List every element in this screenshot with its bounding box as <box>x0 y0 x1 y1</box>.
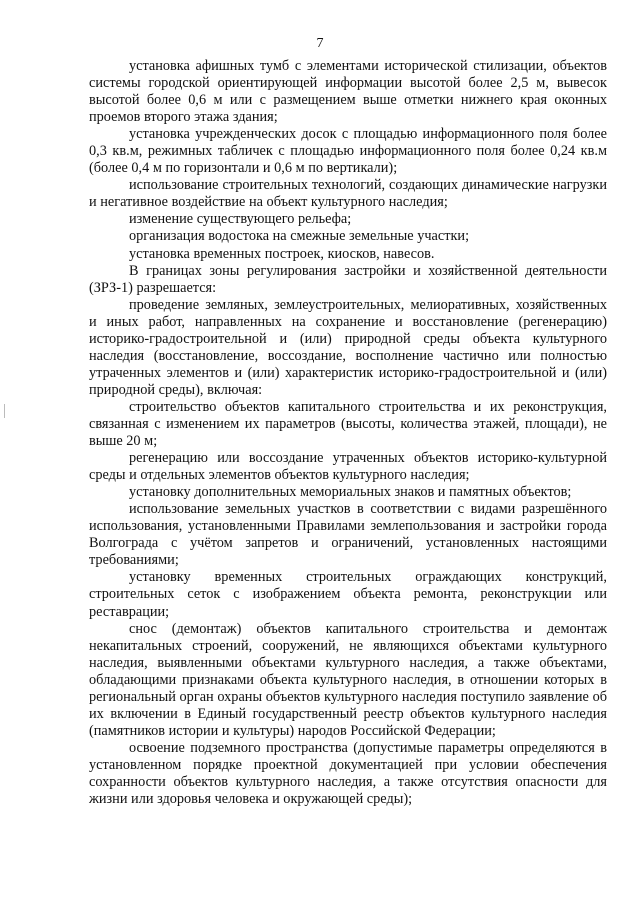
paragraph: использование строительных технологий, создающих динамические нагрузки и негативное воздействие на объект культурного наследия; <box>89 177 607 211</box>
paragraph: проведение земляных, землеустроительных, мелиоративных, хозяйственных и иных работ, направленных на сохранение и восстановление (регенерацию) историко-градостроительной и (или) природной среды объекта культурного наследия (восстановление, воссоздание, восполнение частично или полностью утраченных элементов и (или) характеристик историко-градостроительной и (или) природной среды), включая: <box>89 296 607 398</box>
page-number: 7 <box>316 36 324 51</box>
paragraph: освоение подземного пространства (допустимые параметры определяются в установленном порядке проектной документацией при условии обеспечения сохранности объектов культурного наследия, а также отсутствия опасности для жизни или здоровья человека и окружающей среды); <box>89 739 607 808</box>
paragraph: снос (демонтаж) объектов капитального строительства и демонтаж некапитальных строений, сооружений, не являющихся объектами культурного наследия, выявленными объектами культурного наследия, а также объектами, обладающими признаками объекта культурного наследия, в отношении которых в региональный орган охраны объектов культурного наследия поступило заявление об их включении в Единый государственный реестр объектов культурного наследия (памятников истории и культуры) народов Российской Федерации; <box>89 620 607 739</box>
paragraph: установка временных построек, киосков, навесов. <box>129 245 435 262</box>
paragraph: установка афишных тумб с элементами исторической стилизации, объектов системы городской ориентирующей информации высотой более 2,5 м, вывесок высотой более 0,6 м или с размещением выше отметки нижнего края оконных проемов второго этажа здания; <box>89 58 607 126</box>
paragraph: организация водостока на смежные земельные участки; <box>129 228 470 245</box>
paragraph: В границах зоны регулирования застройки и хозяйственной деятельности (ЗРЗ-1) разрешается: <box>89 262 607 296</box>
document-body <box>89 58 607 808</box>
paragraph: регенерацию или воссоздание утраченных объектов историко-культурной среды и отдельных элементов объектов культурного наследия; <box>89 450 607 484</box>
paragraph: установка учрежденческих досок с площадью информационного поля более 0,3 кв.м, режимных табличек с площадью информационного поля более 0,24 кв.м (более 0,4 м по горизонтали и 0,6 м по вертикали); <box>89 126 607 177</box>
paragraph: изменение существующего рельефа; <box>129 211 352 228</box>
paragraph: установку дополнительных мемориальных знаков и памятных объектов; <box>129 484 572 501</box>
scan-edge-mark <box>4 404 5 418</box>
paragraph: использование земельных участков в соответствии с видами разрешённого использования, установленными Правилами землепользования и застройки города Волгограда с учётом запретов и ограничений, установленных настоящими требованиями; <box>89 501 607 569</box>
paragraph: строительство объектов капитального строительства и их реконструкция, связанная с изменением их параметров (высоты, количества этажей, площади), не выше 20 м; <box>89 398 607 450</box>
paragraph: установку временных строительных ограждающих конструкций, строительных сеток с изображением объекта ремонта, реконструкции или реставрации; <box>89 569 607 620</box>
